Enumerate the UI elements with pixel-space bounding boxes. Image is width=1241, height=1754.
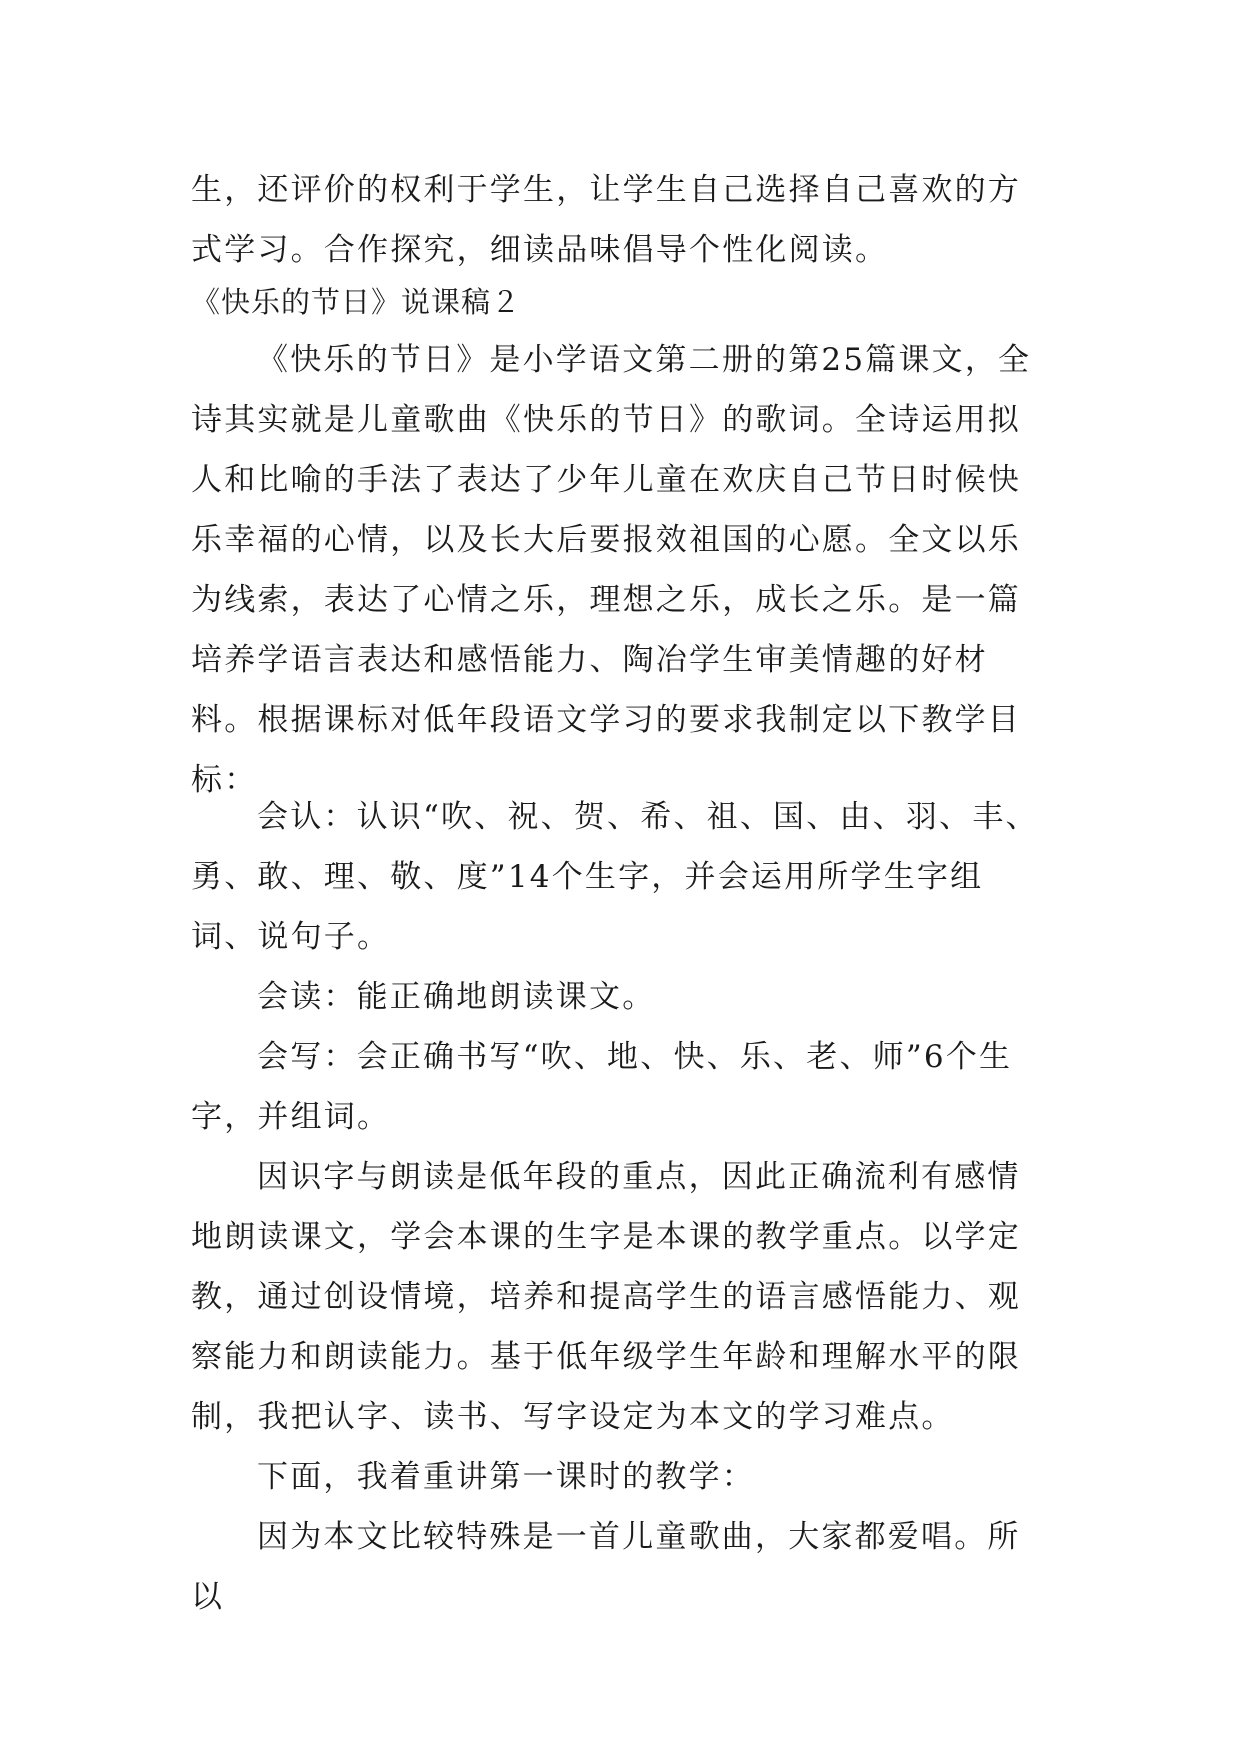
paragraph: 下面，我着重讲第一课时的教学： [257, 1459, 755, 1495]
intro-section [191, 330, 1049, 810]
objectives-section [191, 787, 1049, 1627]
paragraph: 会写：会正确书写“吹、地、快、乐、老、师”6个生字，并组词。 [191, 1039, 1013, 1135]
paragraph: 会认：认识“吹、祝、贺、希、祖、国、由、羽、丰、勇、敢、理、敬、度”14个生字，并会运用所学生字组词、说句子。 [191, 799, 1039, 955]
paragraph: 《快乐的节日》是小学语文第二册的第25篇课文，全诗其实就是儿童歌曲《快乐的节日》的歌词。全诗运用拟人和比喻的手法了表达了少年儿童在欢庆自己节日时候快乐幸福的心情，以及长大后要报效祖国的心愿。全文以乐为线索，表达了心情之乐，理想之乐，成长之乐。是一篇培养学语言表达和感悟能力、陶冶学生审美情趣的好材料。根据课标对低年段语文学习的要求我制定以下教学目标： [191, 342, 1032, 798]
paragraph: 会读：能正确地朗读课文。 [257, 979, 656, 1015]
paragraph: 因为本文比较特殊是一首儿童歌曲，大家都爱唱。所以 [191, 1519, 1021, 1615]
continuation-paragraph: 生，还评价的权利于学生，让学生自己选择自己喜欢的方式学习。合作探究，细读品味倡导个性化阅读。 [191, 172, 1021, 268]
paragraph: 因识字与朗读是低年段的重点，因此正确流利有感情地朗读课文，学会本课的生字是本课的教学重点。以学定教，通过创设情境，培养和提高学生的语言感悟能力、观察能力和朗读能力。基于低年级学生年龄和理解水平的限制，我把认字、读书、写字设定为本文的学习难点。 [191, 1159, 1021, 1435]
section-heading: 《快乐的节日》说课稿２ [191, 285, 522, 319]
